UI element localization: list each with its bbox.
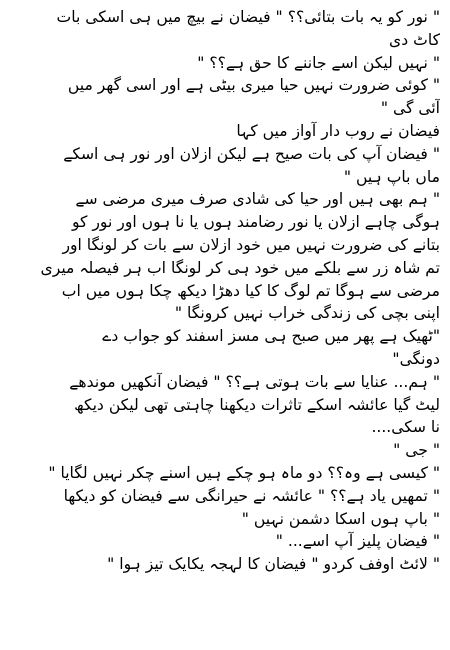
text-line: ماں باپ ہیں ": [343, 167, 440, 186]
text-line: لیٹ گیا عائشہ اسکے تاثرات دیکھنا چاہتی تھی لیکن دیکھ: [74, 395, 440, 414]
text-line: کاٹ دی: [389, 30, 440, 49]
text-line: " کیسی ہے وہ؟؟ دو ماہ ہو چکے ہیں اسنے چکر نہیں لگایا ": [48, 463, 440, 482]
text-line: ہوگی چاہے ازلان یا نور رضامند ہوں یا نا ہوں اور نور کو: [71, 213, 440, 232]
text-line: " ہم بھی ہیں اور حیا کی شادی صرف میری مرضی سے: [75, 190, 440, 209]
text-line: مرضی سے ہوگا تم لوگ کا کیا دھڑا دیکھ چکا ہوں میں اب: [61, 281, 440, 300]
text-line: " فیضان پلیز آپ اسے... ": [275, 532, 440, 551]
text-line: " لائٹ اوفف کردو " فیضان کا لہجہ یکایک تیز ہوا ": [107, 555, 440, 574]
text-line: بتانے کی ضرورت نہیں میں خود ازلان سے بات کر لونگا اور: [62, 235, 440, 254]
text-line: آئی گی ": [380, 99, 440, 118]
text-line: فیضان نے روب دار آواز میں کہا: [236, 121, 440, 140]
text-line: نا سکی....: [371, 418, 440, 437]
text-line: " نور کو یہ بات بتائی؟؟ " فیضان نے بیچ میں ہی اسکی بات: [56, 8, 440, 26]
text-line: دونگی": [392, 349, 440, 368]
text-line: اپنی بچی کی زندگی خراب نہیں کرونگا ": [174, 304, 440, 323]
text-line: " تمھیں یاد ہے؟؟ " عائشہ نے حیرانگی سے فیضان کو دیکھا: [63, 486, 440, 505]
text-line: "ٹھیک ہے پھر میں صبح ہی مسز اسفند کو جواب دے: [102, 327, 440, 346]
text-line: " نہیں لیکن اسے جاننے کا حق ہے؟؟ ": [197, 53, 440, 72]
text-line: " ہم... عنایا سے بات ہوتی ہے؟؟ " فیضان آنکھیں موندھے: [69, 372, 440, 391]
text-line: " جی ": [393, 441, 440, 460]
text-line: تم شاہ زر سے بلکے میں خود ہی کر لونگا اب ہر فیصلہ میری: [40, 258, 440, 277]
text-line: " کوئی ضرورت نہیں حیا میری بیٹی ہے اور اسی گھر میں: [67, 76, 440, 95]
text-line: " باپ ہوں اسکا دشمن نہیں ": [241, 509, 440, 528]
text-line: " فیضان آپ کی بات صیح ہے لیکن ازلان اور نور ہی اسکے: [63, 144, 440, 163]
